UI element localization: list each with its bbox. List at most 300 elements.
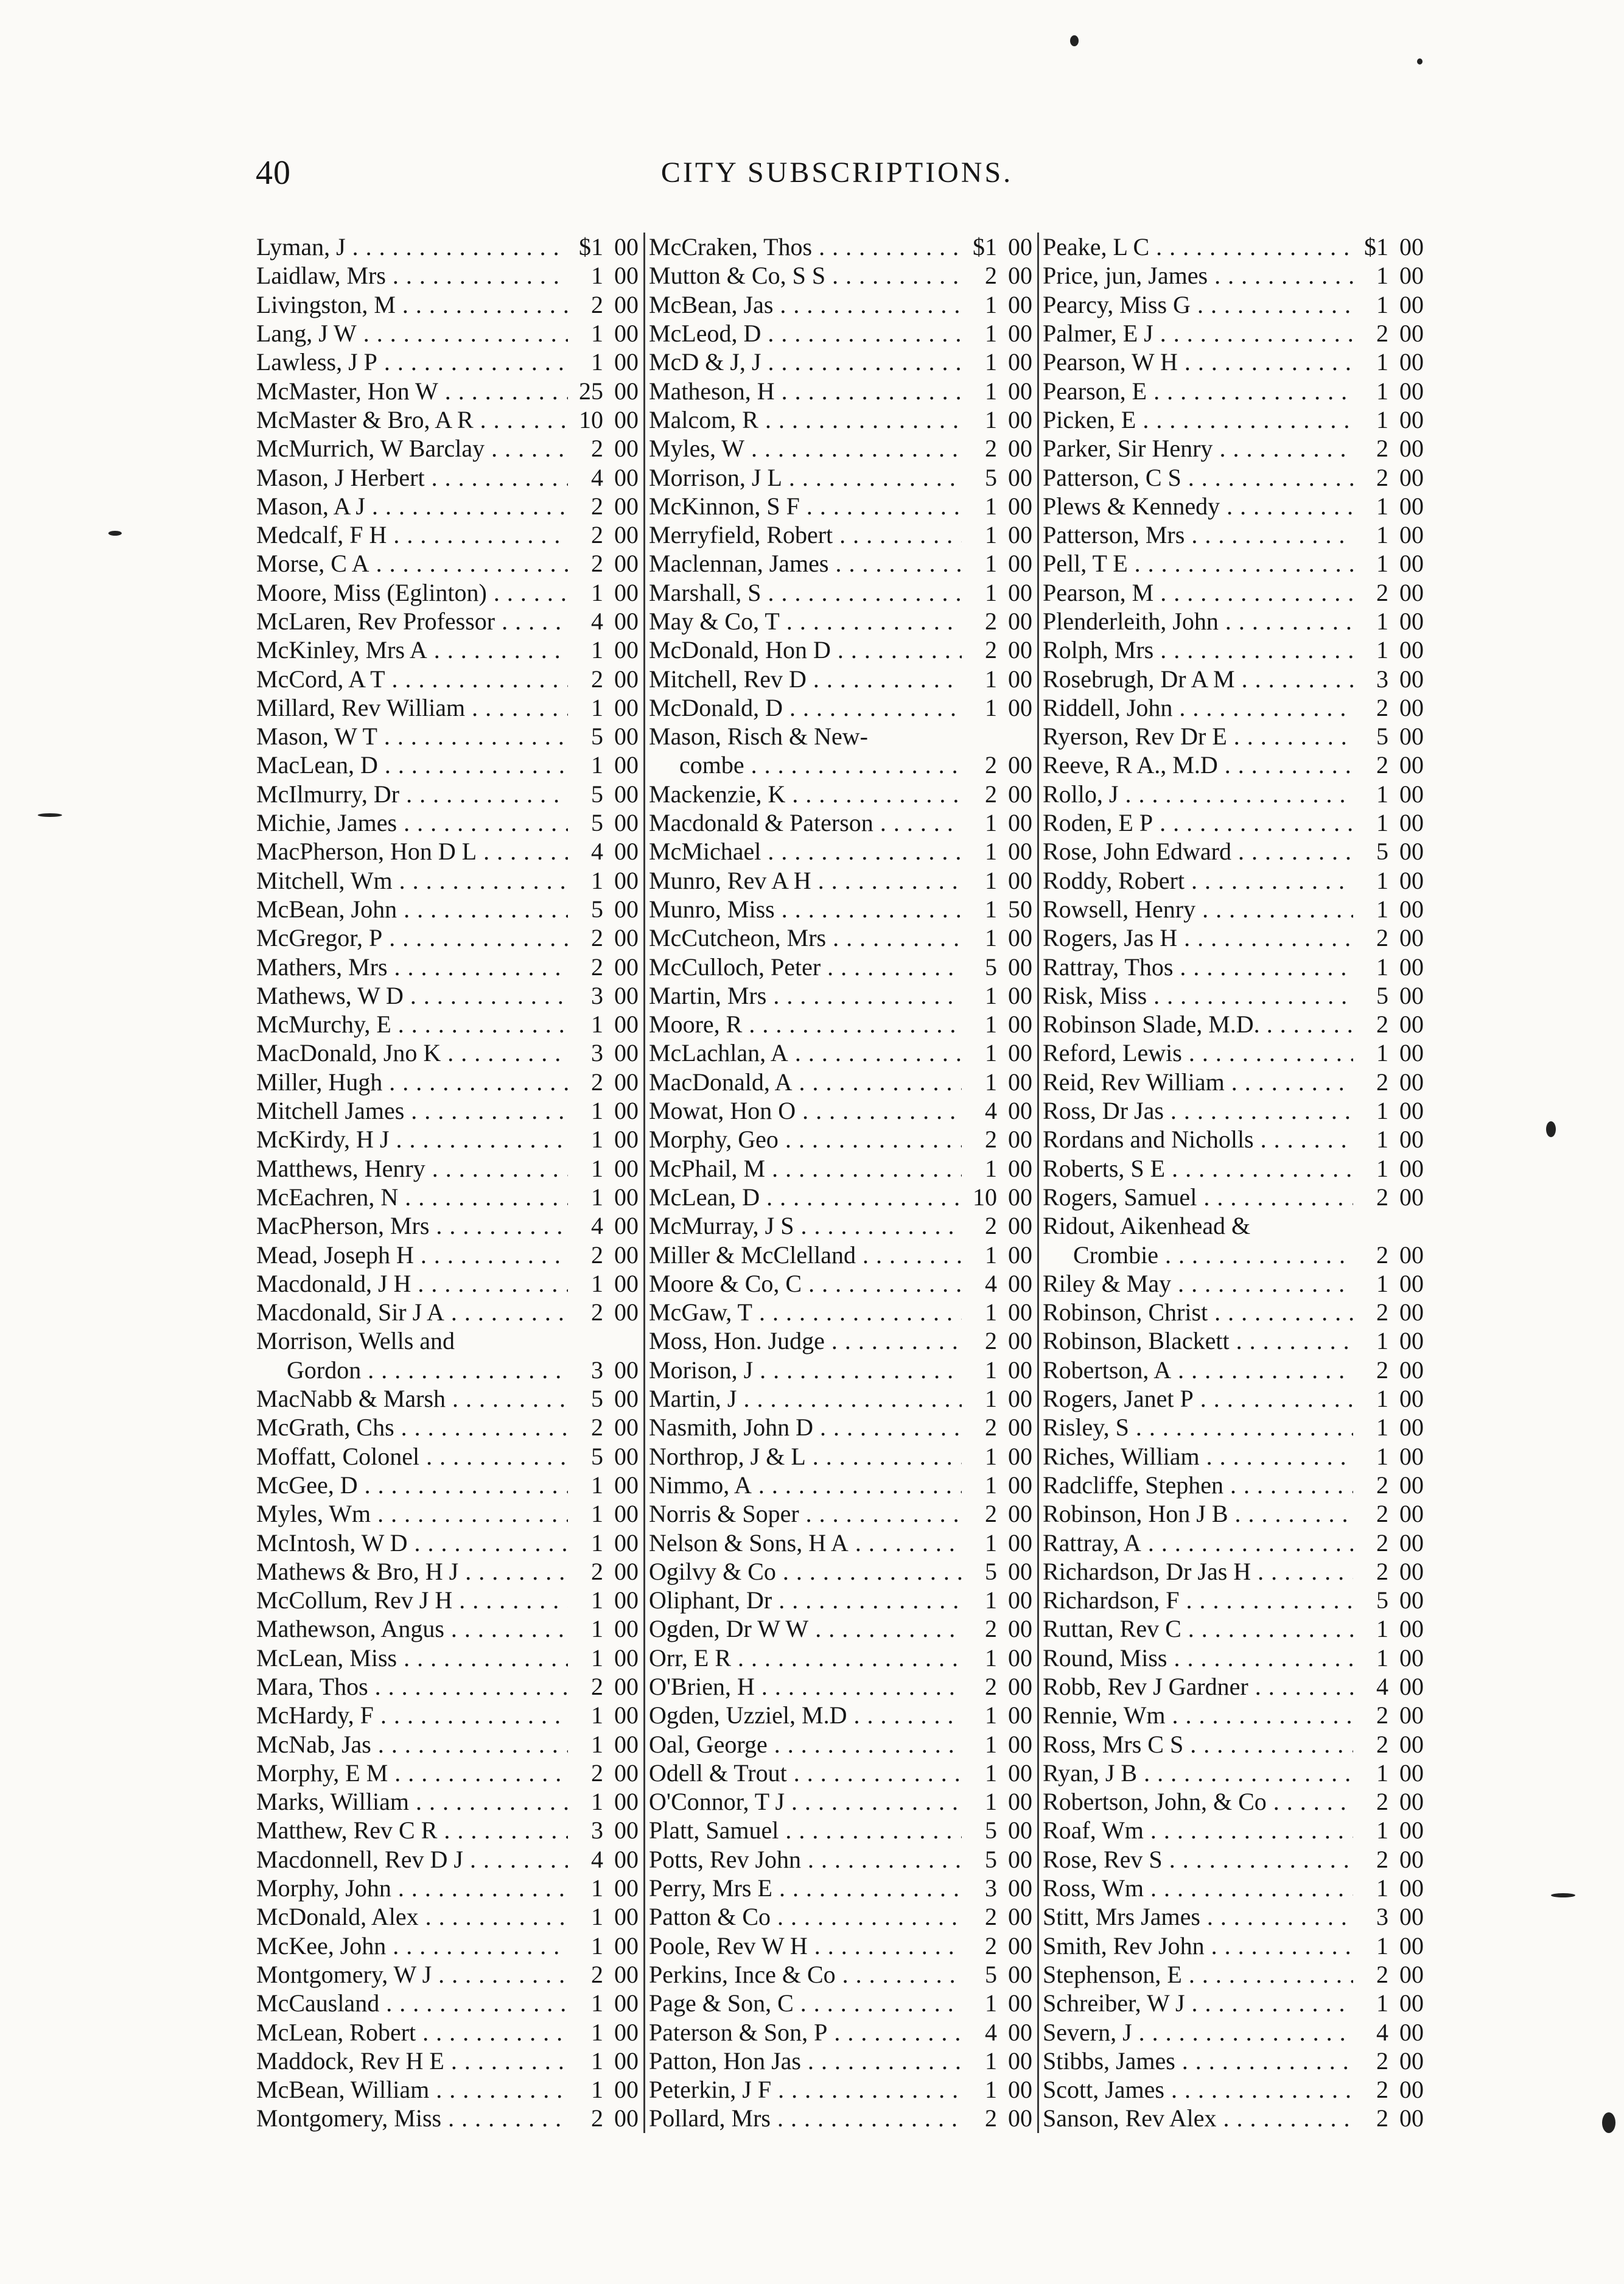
amount-cents: 00 (614, 723, 639, 751)
subscription-entry (1039, 1787, 1429, 1816)
amount-cents: 00 (1008, 924, 1032, 952)
amount-dollars: 2 (985, 1500, 997, 1528)
subscription-entry (645, 1326, 1037, 1355)
amount-cents: 00 (1399, 924, 1424, 952)
subscription-amount (1353, 895, 1429, 923)
subscriber-name: Platt, Samuel . . . (645, 1816, 962, 1844)
subscription-amount (1353, 1759, 1429, 1787)
subscription-amount (1353, 1442, 1429, 1471)
amount-dollars: 1 (591, 578, 603, 606)
scan-speck-mark (1417, 58, 1423, 65)
amount-cents: 00 (614, 1529, 639, 1557)
amount-cents: 00 (1008, 751, 1032, 779)
subscription-entry (1039, 1125, 1429, 1154)
subscription-amount (1353, 780, 1429, 808)
amount-cents: 00 (614, 1126, 639, 1154)
subscriber-name: Patton & Co . . . (645, 1902, 962, 1931)
amount-cents: 00 (1008, 550, 1032, 578)
subscription-amount (1353, 1816, 1429, 1844)
amount-cents: 00 (1008, 1874, 1032, 1902)
amount-dollars: 1 (985, 405, 997, 433)
amount-cents: 00 (614, 1011, 639, 1039)
amount-dollars: 10 (579, 405, 603, 433)
subscriber-name: McIntosh, W D . . . (253, 1529, 568, 1557)
subscription-entry (645, 1701, 1037, 1729)
subscription-amount (1353, 1413, 1429, 1442)
subscription-amount (962, 1759, 1037, 1787)
subscriber-name: MacLean, D . . . (253, 751, 568, 779)
subscription-amount (1353, 1902, 1429, 1931)
amount-dollars: 2 (591, 521, 603, 549)
subscription-entry (645, 808, 1037, 837)
subscription-amount (568, 2018, 643, 2047)
subscription-entry (1039, 233, 1429, 261)
running-title: CITY SUBSCRIPTIONS. (660, 156, 1013, 189)
amount-cents: 00 (614, 492, 639, 520)
amount-cents: 00 (1399, 1068, 1424, 1096)
amount-dollars: 1 (985, 2047, 997, 2075)
subscription-entry (1039, 1586, 1429, 1614)
subscription-entry (1039, 636, 1429, 664)
amount-dollars: 5 (591, 723, 603, 751)
subscriber-name: Mathewson, Angus . . . (253, 1614, 568, 1643)
subscription-entry (253, 2047, 643, 2075)
amount-dollars: 2 (591, 2104, 603, 2132)
amount-dollars: 1 (591, 1154, 603, 1182)
subscription-amount (568, 981, 643, 1010)
subscriber-name: McKirdy, H J . . . (253, 1125, 568, 1154)
subscription-entry (253, 1644, 643, 1672)
amount-cents: 00 (1399, 1442, 1424, 1470)
amount-dollars: 1 (591, 1097, 603, 1125)
amount-cents: 00 (1008, 809, 1032, 837)
subscriber-name: Mead, Joseph H . . . (253, 1241, 568, 1269)
subscription-entry (645, 348, 1037, 376)
subscription-entry (1039, 722, 1429, 751)
amount-cents: 00 (614, 1241, 639, 1269)
amount-dollars: 1 (591, 262, 603, 290)
subscription-amount (568, 261, 643, 290)
amount-cents: 00 (614, 1269, 639, 1297)
subscriber-name: Severn, J . . . (1039, 2018, 1353, 2047)
subscription-amount (962, 1384, 1037, 1413)
subscription-entry (1039, 1471, 1429, 1499)
amount-cents: 00 (614, 521, 639, 549)
subscription-entry (253, 636, 643, 664)
amount-cents: 00 (614, 1442, 639, 1470)
subscription-entry (645, 520, 1037, 549)
subscription-amount (568, 492, 643, 520)
subscriber-name: Lawless, J P . . . (253, 348, 568, 376)
subscription-amount (568, 1356, 643, 1384)
amount-cents: 00 (614, 1097, 639, 1125)
subscriber-name: McLaren, Rev Professor . . . (253, 607, 568, 636)
amount-dollars: 1 (1376, 1126, 1388, 1154)
subscription-amount (1353, 1039, 1429, 1067)
subscription-amount (1353, 578, 1429, 607)
amount-dollars: 1 (985, 1154, 997, 1182)
subscription-entry (1039, 837, 1429, 866)
subscriber-name: Riches, William . . . (1039, 1442, 1353, 1471)
subscriber-name: Robinson, Hon J B . . . (1039, 1499, 1353, 1528)
amount-cents: 00 (1399, 348, 1424, 376)
amount-dollars: 3 (1376, 665, 1388, 693)
subscriber-name: Rennie, Wm . . . (1039, 1701, 1353, 1729)
subscription-entry (645, 1672, 1037, 1701)
subscription-entry (253, 1701, 643, 1729)
amount-dollars: 5 (1376, 723, 1388, 751)
amount-dollars: 5 (1376, 838, 1388, 866)
subscriber-name: Rose, Rev S . . . (1039, 1845, 1353, 1874)
amount-cents: 00 (614, 1154, 639, 1182)
subscriber-name: Ryerson, Rev Dr E . . . (1039, 722, 1353, 751)
subscription-entry (645, 1989, 1037, 2017)
subscriber-name: Risk, Miss . . . (1039, 981, 1353, 1010)
amount-cents: 00 (614, 1298, 639, 1326)
amount-dollars: 4 (985, 1269, 997, 1297)
subscriber-name: May & Co, T . . . (645, 607, 962, 636)
amount-cents: 00 (1399, 895, 1424, 923)
amount-cents: 00 (1008, 521, 1032, 549)
amount-dollars: 2 (591, 1413, 603, 1442)
amount-cents: 00 (614, 1730, 639, 1758)
subscription-entry (645, 1874, 1037, 1902)
amount-cents: 00 (1008, 608, 1032, 635)
subscriber-name: Macdonald & Paterson . . . (645, 808, 962, 837)
amount-cents: 00 (1008, 1672, 1032, 1700)
amount-dollars: 1 (591, 1471, 603, 1499)
amount-dollars: 1 (985, 665, 997, 693)
subscription-entry (253, 1787, 643, 1816)
amount-cents: 00 (1008, 1845, 1032, 1873)
subscription-amount (962, 1241, 1037, 1269)
subscription-entry (253, 578, 643, 607)
subscription-amount (568, 1471, 643, 1499)
subscription-amount (568, 1644, 643, 1672)
subscription-entry (253, 290, 643, 319)
amount-dollars: 1 (1376, 1039, 1388, 1067)
subscription-amount (1353, 2104, 1429, 2132)
subscription-amount (568, 1787, 643, 1816)
amount-cents: 00 (1399, 1960, 1424, 1988)
subscription-amount (568, 780, 643, 808)
subscriber-name: Morse, C A . . . (253, 549, 568, 578)
subscription-entry (645, 1816, 1037, 1844)
subscriber-name: Page & Son, C . . . (645, 1989, 962, 2017)
subscription-amount (568, 923, 643, 952)
amount-dollars: 2 (985, 1932, 997, 1960)
subscriber-name: Reeve, R A., M.D . . . (1039, 751, 1353, 779)
amount-cents: 00 (1008, 1327, 1032, 1355)
amount-dollars: 1 (985, 348, 997, 376)
subscription-entry (1039, 952, 1429, 981)
subscriber-name: McCraken, Thos . . . (645, 233, 962, 261)
amount-dollars: 10 (973, 1183, 997, 1211)
subscription-amount (1353, 1557, 1429, 1586)
subscriber-name: Rose, John Edward . . . (1039, 837, 1353, 866)
subscription-entry (1039, 1039, 1429, 1067)
amount-cents: 00 (1399, 1327, 1424, 1355)
subscription-amount (962, 1211, 1037, 1240)
subscription-amount (568, 290, 643, 319)
subscription-amount (1353, 1125, 1429, 1154)
subscriber-name: Rowsell, Henry . . . (1039, 895, 1353, 923)
subscription-amount (568, 1701, 643, 1729)
subscription-amount (962, 1787, 1037, 1816)
subscriber-name: Picken, E . . . (1039, 405, 1353, 434)
scan-speck-mark (1546, 1121, 1556, 1137)
subscription-entry (645, 463, 1037, 491)
subscriber-name: Montgomery, Miss . . . (253, 2104, 568, 2132)
subscription-entry (1039, 981, 1429, 1010)
subscription-amount (962, 1586, 1037, 1614)
subscriber-name: McCulloch, Peter . . . (645, 953, 962, 981)
subscriber-name: Roddy, Robert . . . (1039, 866, 1353, 895)
amount-dollars: 2 (591, 953, 603, 981)
subscription-entry (1039, 520, 1429, 549)
subscription-amount (1353, 290, 1429, 319)
subscription-entry (1039, 866, 1429, 895)
amount-dollars: 1 (1376, 809, 1388, 837)
subscriber-name: McCollum, Rev J H . . . (253, 1586, 568, 1614)
amount-cents: 00 (1399, 1126, 1424, 1154)
subscriber-name: Morrison, Wells and (256, 1327, 455, 1355)
subscription-amount (962, 1932, 1037, 1960)
subscription-entry (1039, 693, 1429, 722)
subscriber-name: McLean, Robert . . . (253, 2018, 568, 2047)
amount-cents: 00 (1399, 2018, 1424, 2046)
subscription-entry (253, 1413, 643, 1442)
amount-cents: 00 (1008, 1788, 1032, 1816)
subscription-amount (962, 2018, 1037, 2047)
amount-dollars: 2 (1376, 320, 1388, 348)
subscriber-name: Morphy, John . . . (253, 1874, 568, 1902)
subscription-entry (1039, 1240, 1429, 1269)
subscription-entry (645, 981, 1037, 1010)
amount-cents: 00 (1008, 1442, 1032, 1470)
subscriber-name: Matthew, Rev C R . . . (253, 1816, 568, 1844)
amount-dollars: 1 (985, 1759, 997, 1787)
amount-cents: 00 (614, 550, 639, 578)
subscriber-name: Laidlaw, Mrs . . . (253, 261, 568, 290)
amount-cents: 00 (1008, 1759, 1032, 1787)
amount-dollars: 1 (985, 924, 997, 952)
subscription-entry (1039, 664, 1429, 693)
subscription-entry (645, 549, 1037, 578)
subscriber-name: Mathers, Mrs . . . (253, 953, 568, 981)
amount-dollars: 2 (985, 1903, 997, 1931)
subscription-entry (253, 1759, 643, 1787)
subscription-amount (962, 953, 1037, 981)
subscription-entry (1039, 808, 1429, 837)
subscriber-name: McGee, D . . . (253, 1471, 568, 1499)
subscription-amount (1353, 751, 1429, 779)
scan-speck-mark (38, 813, 62, 817)
amount-dollars: 1 (985, 981, 997, 1009)
subscriber-name: Robinson Slade, M.D. . . . (1039, 1010, 1353, 1039)
amount-dollars: 1 (985, 320, 997, 348)
subscription-amount (962, 1010, 1037, 1039)
subscription-amount (568, 953, 643, 981)
amount-cents: 00 (614, 924, 639, 952)
subscription-amount (1353, 1471, 1429, 1499)
subscription-amount (962, 780, 1037, 808)
amount-dollars: 1 (985, 550, 997, 578)
subscription-amount (1353, 923, 1429, 952)
subscription-amount (568, 2104, 643, 2132)
amount-dollars: 1 (1376, 608, 1388, 635)
subscriber-name: MacPherson, Mrs . . . (253, 1211, 568, 1240)
subscription-amount (1353, 405, 1429, 434)
subscriber-name: Pearcy, Miss G . . . (1039, 290, 1353, 319)
amount-dollars: 1 (591, 1126, 603, 1154)
subscriber-name: Munro, Rev A H . . . (645, 866, 962, 895)
subscription-amount (1353, 1644, 1429, 1672)
amount-dollars: 1 (985, 809, 997, 837)
subscription-entry (645, 578, 1037, 607)
amount-dollars: 2 (1376, 1529, 1388, 1557)
subscription-amount (962, 607, 1037, 636)
amount-dollars: 2 (1376, 1845, 1388, 1873)
subscription-amount (568, 1586, 643, 1614)
subscription-amount (1353, 607, 1429, 636)
amount-cents: 00 (1008, 953, 1032, 981)
subscription-entry (253, 1672, 643, 1701)
subscriber-name: Paterson & Son, P . . . (645, 2018, 962, 2047)
subscription-amount (1353, 1096, 1429, 1125)
subscriber-name: Orr, E R . . . (645, 1644, 962, 1672)
amount-cents: 00 (614, 608, 639, 635)
subscriber-name: McMurchy, E . . . (253, 1010, 568, 1039)
amount-cents: 00 (1008, 290, 1032, 318)
subscription-amount (962, 1183, 1037, 1211)
subscriber-name: McDonald, D . . . (645, 693, 962, 722)
amount-cents: 00 (1008, 405, 1032, 433)
subscription-entry (645, 952, 1037, 981)
subscription-amount (568, 1499, 643, 1528)
amount-dollars: 2 (985, 1672, 997, 1700)
amount-cents: 00 (1008, 1413, 1032, 1442)
subscription-amount (962, 319, 1037, 348)
amount-cents: 00 (1399, 233, 1424, 261)
amount-dollars: 1 (1376, 1989, 1388, 2017)
amount-dollars: 2 (591, 290, 603, 318)
scan-speck-mark (1070, 35, 1079, 46)
amount-dollars: 25 (579, 377, 603, 405)
subscriber-name: McBean, John . . . (253, 895, 568, 923)
subscription-amount (568, 1816, 643, 1844)
subscription-amount (568, 1845, 643, 1874)
subscription-amount (962, 981, 1037, 1010)
amount-cents: 00 (1399, 1183, 1424, 1211)
amount-dollars: 2 (591, 1068, 603, 1096)
subscription-amount (1353, 377, 1429, 405)
subscriber-name: Macdonnell, Rev D J . . . (253, 1845, 568, 1874)
subscriber-name: O'Brien, H . . . (645, 1672, 962, 1701)
subscriber-name: Robb, Rev J Gardner . . . (1039, 1672, 1353, 1701)
subscription-amount (568, 722, 643, 751)
amount-cents: 00 (614, 1183, 639, 1211)
subscription-entry (1039, 1960, 1429, 1989)
subscription-amount (1353, 520, 1429, 549)
subscription-amount (568, 1759, 643, 1787)
subscriber-name: Ogden, Dr W W . . . (645, 1614, 962, 1643)
amount-dollars: 1 (1376, 521, 1388, 549)
amount-dollars: 1 (591, 2047, 603, 2075)
subscription-entry (645, 1586, 1037, 1614)
amount-dollars: 1 (985, 1356, 997, 1384)
amount-cents: 00 (1008, 1615, 1032, 1643)
subscriber-name: Risley, S . . . (1039, 1413, 1353, 1442)
subscription-amount (1353, 1529, 1429, 1557)
subscription-entry (645, 1384, 1037, 1413)
subscriber-name: Oliphant, Dr . . . (645, 1586, 962, 1614)
subscriber-name: Rollo, J . . . (1039, 780, 1353, 808)
amount-cents: 00 (1399, 2047, 1424, 2075)
amount-cents: 00 (614, 809, 639, 837)
subscription-amount (962, 492, 1037, 520)
subscription-entry (645, 405, 1037, 434)
amount-dollars: 2 (1376, 578, 1388, 606)
subscription-entry (1039, 1356, 1429, 1384)
subscription-entry (253, 261, 643, 290)
amount-dollars: 2 (591, 1672, 603, 1700)
amount-cents: 00 (614, 1471, 639, 1499)
subscriber-name: Mathews & Bro, H J . . . (253, 1557, 568, 1586)
subscriber-name: Poole, Rev W H . . . (645, 1932, 962, 1960)
subscription-entry (645, 319, 1037, 348)
amount-dollars: 2 (591, 492, 603, 520)
amount-cents: 00 (1008, 693, 1032, 721)
subscription-amount (568, 434, 643, 463)
amount-cents: 00 (614, 1615, 639, 1643)
amount-cents: 00 (1399, 1644, 1424, 1672)
subscription-entry (253, 1068, 643, 1096)
subscription-entry (253, 1384, 643, 1413)
amount-dollars: 2 (1376, 1557, 1388, 1585)
amount-cents: 00 (614, 665, 639, 693)
subscription-amount (1353, 463, 1429, 492)
subscription-amount (962, 1269, 1037, 1298)
subscription-entry (253, 808, 643, 837)
subscription-amount (962, 1960, 1037, 1989)
amount-cents: 00 (614, 953, 639, 981)
subscription-amount (1353, 1730, 1429, 1759)
amount-cents: 00 (1399, 1874, 1424, 1902)
subscription-amount (962, 1125, 1037, 1154)
subscriber-name: McDonald, Alex . . . (253, 1902, 568, 1931)
amount-cents: 00 (1008, 780, 1032, 808)
amount-dollars: $1 (1364, 233, 1388, 261)
amount-cents: 00 (1399, 435, 1424, 463)
subscription-entry (645, 1356, 1037, 1384)
subscription-entry (253, 751, 643, 779)
amount-cents: 00 (614, 1644, 639, 1672)
amount-dollars: 1 (1376, 1269, 1388, 1297)
amount-cents: 00 (1008, 435, 1032, 463)
subscriber-name: Plews & Kennedy . . . (1039, 492, 1353, 520)
amount-dollars: 2 (1376, 2076, 1388, 2104)
subscription-amount (1353, 2047, 1429, 2075)
amount-dollars: 1 (985, 1011, 997, 1039)
subscriber-name: Moore, R . . . (645, 1010, 962, 1039)
amount-dollars: 1 (591, 1701, 603, 1729)
subscription-amount (962, 233, 1037, 261)
subscription-entry (645, 2047, 1037, 2075)
amount-dollars: 1 (985, 290, 997, 318)
subscriber-name: Round, Miss . . . (1039, 1644, 1353, 1672)
subscriber-name: McMurrich, W Barclay . . . (253, 434, 568, 463)
